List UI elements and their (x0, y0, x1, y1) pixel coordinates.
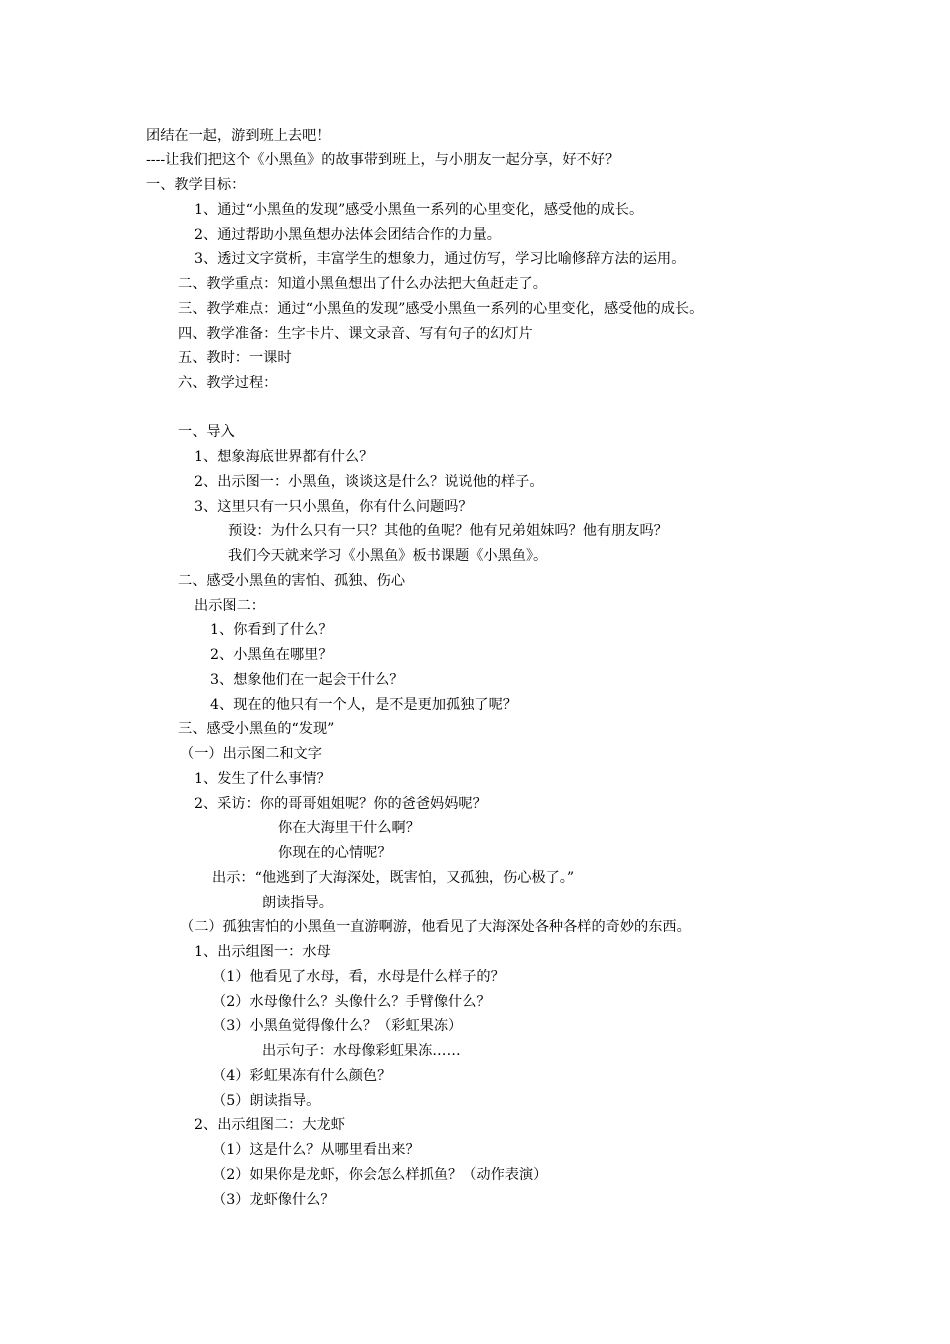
text-line: 3、这里只有一只小黑鱼，你有什么问题吗？ (194, 499, 473, 515)
section-heading: 六、教学过程： (178, 375, 278, 391)
text-line: （3）小黑鱼觉得像什么？（彩虹果冻） (212, 1018, 463, 1034)
text-line: 我们今天就来学习《小黑鱼》板书课题《小黑鱼》。 (228, 548, 548, 564)
text-line: 1、出示组图一：水母 (194, 944, 331, 960)
text-line: ----让我们把这个《小黑鱼》的故事带到班上，与小朋友一起分享，好不好？ (146, 152, 620, 168)
text-line: 4、现在的他只有一个人，是不是更加孤独了呢？ (210, 697, 517, 713)
text-line: 出示图二： (194, 598, 265, 614)
text-line: 2、通过帮助小黑鱼想办法体会团结合作的力量。 (194, 227, 501, 243)
text-line: （2）水母像什么？头像什么？手臂像什么？ (212, 994, 491, 1010)
section-heading: 四、教学准备：生字卡片、课文录音、写有句子的幻灯片 (178, 326, 533, 342)
text-line: （5）朗读指导。 (212, 1093, 321, 1109)
section-heading: 三、教学难点：通过“小黑鱼的发现”感受小黑鱼一系列的心里变化，感受他的成长。 (178, 301, 704, 317)
section-heading: 一、教学目标： (146, 177, 246, 193)
text-line: 1、通过“小黑鱼的发现”感受小黑鱼一系列的心里变化，感受他的成长。 (194, 202, 644, 218)
text-line: 1、你看到了什么？ (210, 622, 333, 638)
text-line: 你现在的心情呢？ (278, 845, 392, 861)
text-line: 你在大海里干什么啊？ (278, 820, 420, 836)
subsection-heading: （一）出示图二和文字 (180, 746, 322, 762)
text-line: 2、采访：你的哥哥姐姐呢？你的爸爸妈妈呢？ (194, 796, 487, 812)
section-heading: 二、教学重点：知道小黑鱼想出了什么办法把大鱼赶走了。 (178, 276, 547, 292)
section-heading: 三、感受小黑鱼的“发现” (178, 721, 335, 737)
text-line: 出示：“他逃到了大海深处，既害怕，又孤独，伤心极了。” (212, 870, 575, 886)
text-line: 2、出示组图二：大龙虾 (194, 1117, 345, 1133)
text-line: （1）他看见了水母，看，水母是什么样子的？ (212, 969, 505, 985)
text-line: 3、想象他们在一起会干什么？ (210, 672, 404, 688)
text-line: 1、发生了什么事情？ (194, 771, 331, 787)
text-line: 3、透过文字赏析，丰富学生的想象力，通过仿写，学习比喻修辞方法的运用。 (194, 251, 686, 267)
section-heading: 一、导入 (178, 424, 235, 440)
text-line: 出示句子：水母像彩虹果冻…… (262, 1043, 461, 1059)
text-line: 2、小黑鱼在哪里？ (210, 647, 333, 663)
text-line: 2、出示图一：小黑鱼，谈谈这是什么？说说他的样子。 (194, 474, 544, 490)
text-line: 1、想象海底世界都有什么？ (194, 449, 374, 465)
section-heading: 二、感受小黑鱼的害怕、孤独、伤心 (178, 573, 406, 589)
text-line: （2）如果你是龙虾，你会怎么样抓鱼？（动作表演） (212, 1167, 548, 1183)
text-line: （4）彩虹果冻有什么颜色？ (212, 1068, 392, 1084)
text-line: （1）这是什么？从哪里看出来？ (212, 1142, 420, 1158)
text-line: 团结在一起，游到班上去吧！ (146, 128, 331, 144)
section-heading: 五、教时：一课时 (178, 350, 292, 366)
subsection-heading: （二）孤独害怕的小黑鱼一直游啊游，他看见了大海深处各种各样的奇妙的东西。 (180, 919, 691, 935)
text-line: 预设：为什么只有一只？其他的鱼呢？他有兄弟姐妹吗？他有朋友吗？ (228, 523, 668, 539)
text-line: （3）龙虾像什么？ (212, 1192, 335, 1208)
text-line: 朗读指导。 (262, 895, 333, 911)
